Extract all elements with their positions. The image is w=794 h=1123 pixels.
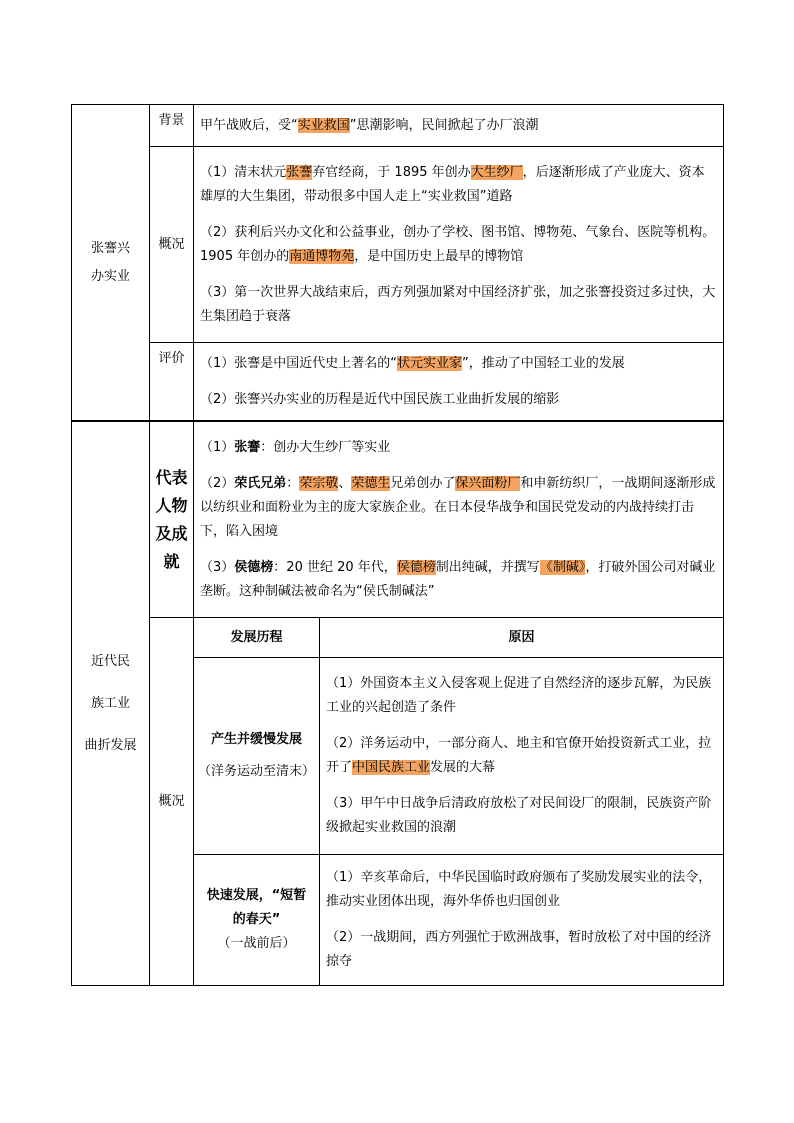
table-national-industry <box>71 421 724 986</box>
overview-p3: （3）第一次世界大战结束后，西方列强加紧对中国经济扩张，加之张謇投资过多过快，大生集团趋于衰落 <box>200 284 716 324</box>
label-representatives: 代表 人物 及成 就 <box>150 422 194 618</box>
stage2-name-2: 的春天” <box>232 912 281 927</box>
topic-line: 族工业 <box>90 695 130 711</box>
topic-line: 张謇兴 <box>90 240 130 256</box>
rep-p2: （2）荣氏兄弟：荣宗敬、荣德生兄弟创办了保兴面粉厂和申新纺织厂，一战期间逐渐形成以纺织业和面粉业为主的庞大家族企业。在日本侵华战争和国民党发动的内战持续打击下，陷入困境 <box>200 475 716 539</box>
rep-p3: （3）侯德榜：20 世纪 20 年代，侯德榜制出纯碱，并撰写《制碱》，打破外国公司对碱业垄断。这种制碱法被命名为“侯氏制碱法” <box>200 559 716 599</box>
header-reason: 原因 <box>320 618 724 658</box>
stage2-period: （一战前后） <box>217 936 296 951</box>
evaluation-p1: （1）张謇是中国近代史上著名的“状元实业家”，推动了中国轻工业的发展 <box>200 355 625 371</box>
overview-p2: （2）获利后兴办文化和公益事业，创办了学校、图书馆、博物苑、气象台、医院等机构。1905 年创办的南通博物苑，是中国历史上最早的博物馆 <box>200 224 716 264</box>
stage1-cell <box>194 658 320 855</box>
table-zhangjian <box>71 104 724 421</box>
stage1-r2: （2）洋务运动中，一部分商人、地主和官僚开始投资新式工业，拉开了中国民族工业发展的大幕 <box>326 736 712 775</box>
label-overview-1: 概况 <box>150 147 194 343</box>
topic-national-industry <box>72 422 150 986</box>
stage2-name-1: 快速发展，“短暂 <box>206 888 307 903</box>
evaluation-p2: （2）张謇兴办实业的历程是近代中国民族工业曲折发展的缩影 <box>200 391 560 407</box>
label-background: 背景 <box>150 105 194 147</box>
stage1-period: （洋务运动至清末） <box>197 764 315 779</box>
stage1-r1: （1）外国资本主义入侵客观上促进了自然经济的逐步瓦解，为民族工业的兴起创造了条件 <box>326 676 712 715</box>
stage1-r3: （3）甲午中日战争后清政府放松了对民间设厂的限制，民族资产阶级掀起实业救国的浪潮 <box>326 796 712 835</box>
topic-line: 办实业 <box>90 268 130 284</box>
overview-text-1 <box>194 147 724 343</box>
stage2-r1: （1）辛亥革命后，中华民国临时政府颁布了奖励发展实业的法令，推动实业团体出现，海外华侨也归国创业 <box>326 870 712 909</box>
background-text: 甲午战败后，受“实业救国”思潮影响，民间掀起了办厂浪潮 <box>194 105 724 147</box>
stage1-reasons <box>320 658 724 855</box>
rep-p1: （1）张謇：创办大生纱厂等实业 <box>200 439 391 455</box>
stage2-cell <box>194 855 320 986</box>
stage1-name: 产生并缓慢发展 <box>210 732 302 747</box>
topic-line: 曲折发展 <box>84 737 137 753</box>
stage2-r2: （2）一战期间，西方列强忙于欧洲战事，暂时放松了对中国的经济掠夺 <box>326 930 712 969</box>
topic-zhangjian <box>72 105 150 421</box>
label-overview-2: 概况 <box>150 618 194 986</box>
evaluation-text <box>194 343 724 421</box>
overview-p1: （1）清末状元张謇弃官经商，于 1895 年创办大生纱厂，后逐渐形成了产业庞大、资本雄厚的大生集团，带动很多中国人走上“实业救国”道路 <box>200 164 705 204</box>
label-evaluation: 评价 <box>150 343 194 421</box>
topic-line: 近代民 <box>90 653 130 669</box>
stage2-reasons <box>320 855 724 986</box>
header-stage: 发展历程 <box>194 618 320 658</box>
representatives-text <box>194 422 724 618</box>
